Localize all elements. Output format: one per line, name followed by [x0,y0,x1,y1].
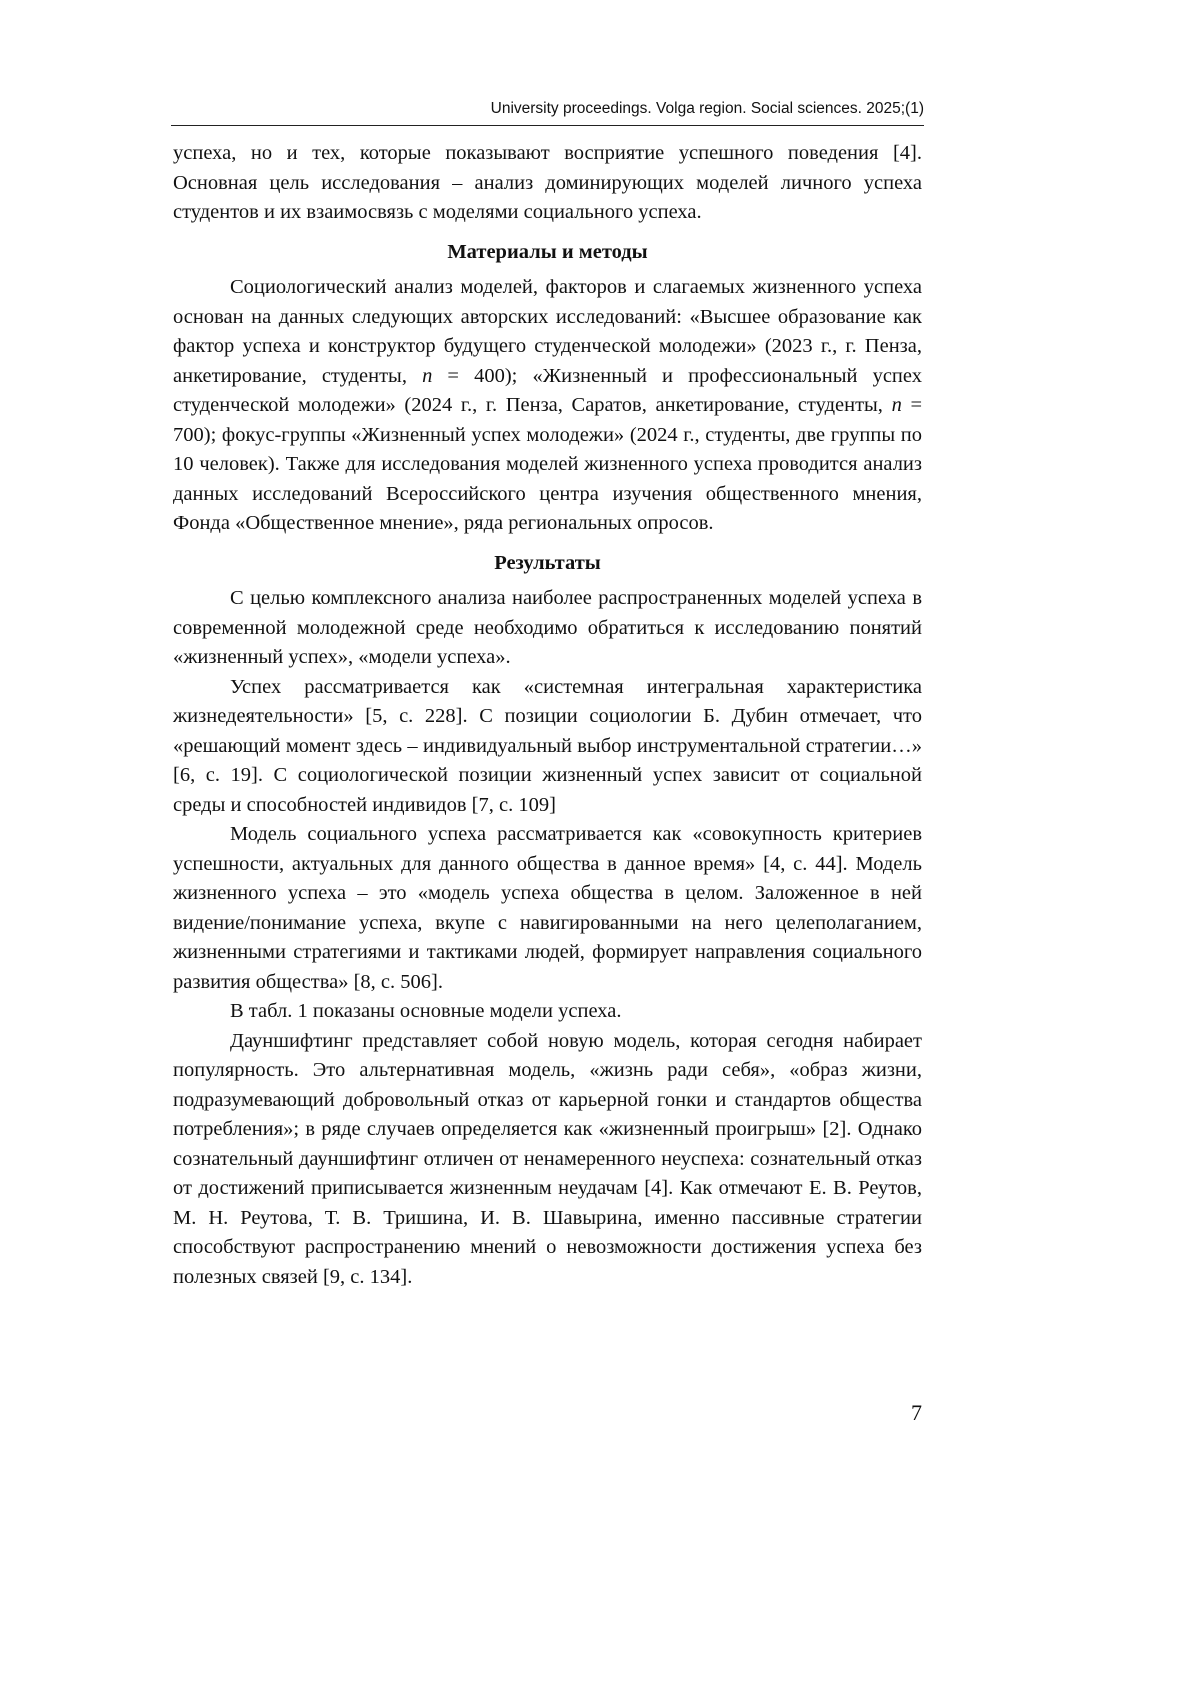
running-head: University proceedings. Volga region. Social sciences. 2025;(1) [490,100,924,117]
intro-paragraph: успеха, но и тех, которые показывают восприятие успешного поведения [4]. Основная цель исследования – анализ доминирующих моделей личного успеха студентов и их взаимосвязь с моделями социального успеха. [173,142,922,223]
article-body [173,139,922,1292]
section-heading-results: Результаты [494,551,601,574]
results-paragraph-1: С целью комплексного анализа наиболее распространенных моделей успеха в современной молодежной среде необходимо обратиться к исследованию понятий «жизненный успех», «модели успеха». [173,587,922,668]
header-rule [171,125,924,126]
results-paragraph-5: Дауншифтинг представляет собой новую модель, которая сегодня набирает популярность. Это альтернативная модель, «жизнь ради себя», «образ жизни, подразумевающий добровольный отказ от карьерной гонки и стандартов общества потребления»; в ряде случаев определяется как «жизненный проигрыш» [2]. Однако сознательный дауншифтинг отличен от ненамеренного неуспеха: сознательный отказ от достижений приписывается жизненным неудачам [4]. Как отмечают Е. В. Реутов, М. Н. Реутова, Т. В. Тришина, И. В. Шавырина, именно пассивные стратегии способствуют распространению мнений о невозможности достижения успеха без полезных связей [9, с. 134]. [173,1029,922,1288]
methods-paragraph: Социологический анализ моделей, факторов и слагаемых жизненного успеха основан на данных следующих авторских исследований: «Высшее образование как фактор успеха и конструктор будущего студенческой молодежи» (2023 г., г. Пенза, анкетирование, студенты, n = 400); «Жизненный и профессиональный успех студенческой молодежи» (2024 г., г. Пенза, Саратов, анкетирование, студенты, n = 700); фокус-группы «Жизненный успех молодежи» (2024 г., студенты, две группы по 10 человек). Также для исследования моделей жизненного успеха проводится анализ данных исследований Всероссийского центра изучения общественного мнения, Фонда «Общественное мнение», ряда региональных опросов. [173,276,923,534]
sample-size-symbol: n [891,394,902,416]
sample-size-symbol: n [422,364,433,387]
results-paragraph-2: Успех рассматривается как «системная интегральная характеристика жизнедеятельности» [5, с. 228]. С позиции социологии Б. Дубин отмечает, что «решающий момент здесь – индивидуальный выбор инструментальной стратегии…» [6, с. 19]. С социологической позиции жизненный успех зависит от социальной среды и способностей индивидов [7, с. 109] [173,675,922,816]
page-number: 7 [911,1400,922,1425]
results-paragraph-3: Модель социального успеха рассматривается как «совокупность критериев успешности, актуальных для данного общества в данное время» [4, с. 44]. Модель жизненного успеха – это «модель успеха общества в целом. Заложенное в ней видение/понимание успеха, вкупе с навигированными на него целеполаганием, жизненными стратегиями и тактиками людей, формирует направления социального развития общества» [8, с. 506]. [173,823,922,993]
section-heading-methods: Материалы и методы [447,240,648,263]
results-paragraph-4: В табл. 1 показаны основные модели успеха. [230,1000,622,1022]
